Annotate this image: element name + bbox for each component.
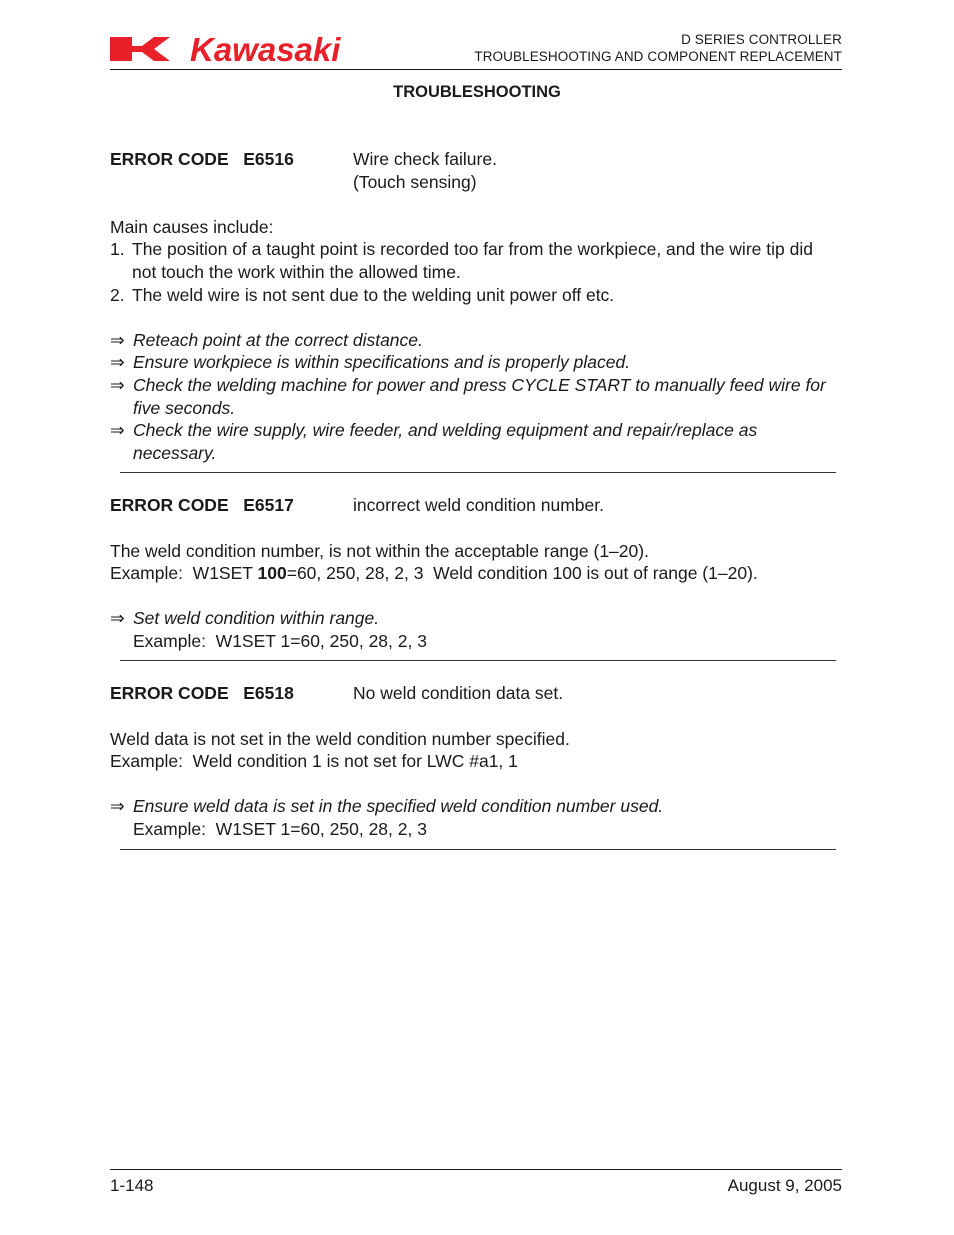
remedy-item	[110, 329, 842, 352]
arrow-icon: ⇒	[110, 329, 125, 350]
revision-date: August 9, 2005	[727, 1176, 842, 1195]
causes-intro: Main causes include:	[110, 216, 274, 237]
remedy-item	[110, 795, 842, 818]
error-heading-e6516	[110, 148, 842, 193]
remedy-item	[110, 351, 842, 374]
remedy-text: Set weld condition within range.	[133, 608, 380, 629]
error-code-label: ERROR CODE E6518	[110, 683, 294, 704]
remedy-example: Example: W1SET 1=60, 250, 28, 2, 3	[133, 819, 427, 840]
error-example: Example: Weld condition 1 is not set for LWC #a1, 1	[110, 751, 518, 772]
example-prefix: Example: W1SET	[110, 563, 258, 584]
error-description	[353, 148, 842, 193]
arrow-icon: ⇒	[110, 352, 125, 373]
cause-item	[110, 238, 842, 283]
example-highlight: 100	[257, 563, 287, 584]
header-divider	[110, 69, 842, 70]
remedy-text: Ensure workpiece is within specifications and is properly placed.	[133, 352, 631, 373]
cause-text: The position of a taught point is recorded too far from the workpiece, and the wire tip did not touch the work within the allowed time.	[132, 239, 813, 282]
error-example	[110, 562, 842, 585]
section-separator	[120, 472, 836, 473]
header-line-2: TROUBLESHOOTING AND COMPONENT REPLACEMENT	[474, 49, 842, 64]
remedy-text: Ensure weld data is set in the specified weld condition number used.	[133, 796, 664, 817]
kawasaki-logo	[110, 33, 390, 65]
error-desc-line-1: Wire check failure.	[353, 149, 497, 169]
section-separator	[120, 849, 836, 850]
page-number: 1-148	[110, 1176, 154, 1195]
remedy-item	[110, 607, 842, 630]
error-heading-e6517	[110, 494, 842, 517]
remedy-text: Check the wire supply, wire feeder, and welding equipment and repair/replace as necessary.	[133, 420, 758, 463]
remedy-text: Check the welding machine for power and press CYCLE START to manually feed wire for five seconds.	[133, 374, 826, 418]
arrow-icon: ⇒	[110, 608, 125, 629]
error-heading-e6518	[110, 682, 842, 705]
example-suffix: =60, 250, 28, 2, 3 Weld condition 100 is out of range (1–20).	[286, 563, 758, 584]
error-description: No weld condition data set.	[353, 683, 564, 704]
remedy-example: Example: W1SET 1=60, 250, 28, 2, 3	[133, 630, 427, 651]
error-detail: The weld condition number, is not within the acceptable range (1–20).	[110, 540, 649, 561]
section-separator	[120, 660, 836, 661]
cause-number: 1.	[110, 239, 125, 260]
cause-number: 2.	[110, 284, 125, 305]
arrow-icon: ⇒	[110, 420, 125, 441]
cause-text: The weld wire is not sent due to the welding unit power off etc.	[132, 284, 615, 305]
error-desc-line-2: (Touch sensing)	[353, 171, 477, 192]
error-description: incorrect weld condition number.	[353, 495, 604, 516]
remedy-item	[110, 374, 842, 419]
error-code-label: ERROR CODE E6517	[110, 495, 294, 516]
footer-divider	[110, 1169, 842, 1170]
header-line-1: D SERIES CONTROLLER	[681, 32, 842, 47]
arrow-icon: ⇒	[110, 796, 125, 817]
page-content	[110, 148, 842, 861]
remedy-item	[110, 419, 842, 464]
remedy-text: Reteach point at the correct distance.	[133, 329, 423, 350]
header-title-block	[474, 31, 842, 65]
error-detail: Weld data is not set in the weld condition number specified.	[110, 728, 570, 749]
logo-wordmark: Kawasaki	[190, 33, 341, 65]
arrow-icon: ⇒	[110, 374, 125, 395]
error-code-label: ERROR CODE E6516	[110, 149, 294, 169]
cause-item	[110, 284, 842, 307]
section-title: TROUBLESHOOTING	[393, 83, 561, 101]
